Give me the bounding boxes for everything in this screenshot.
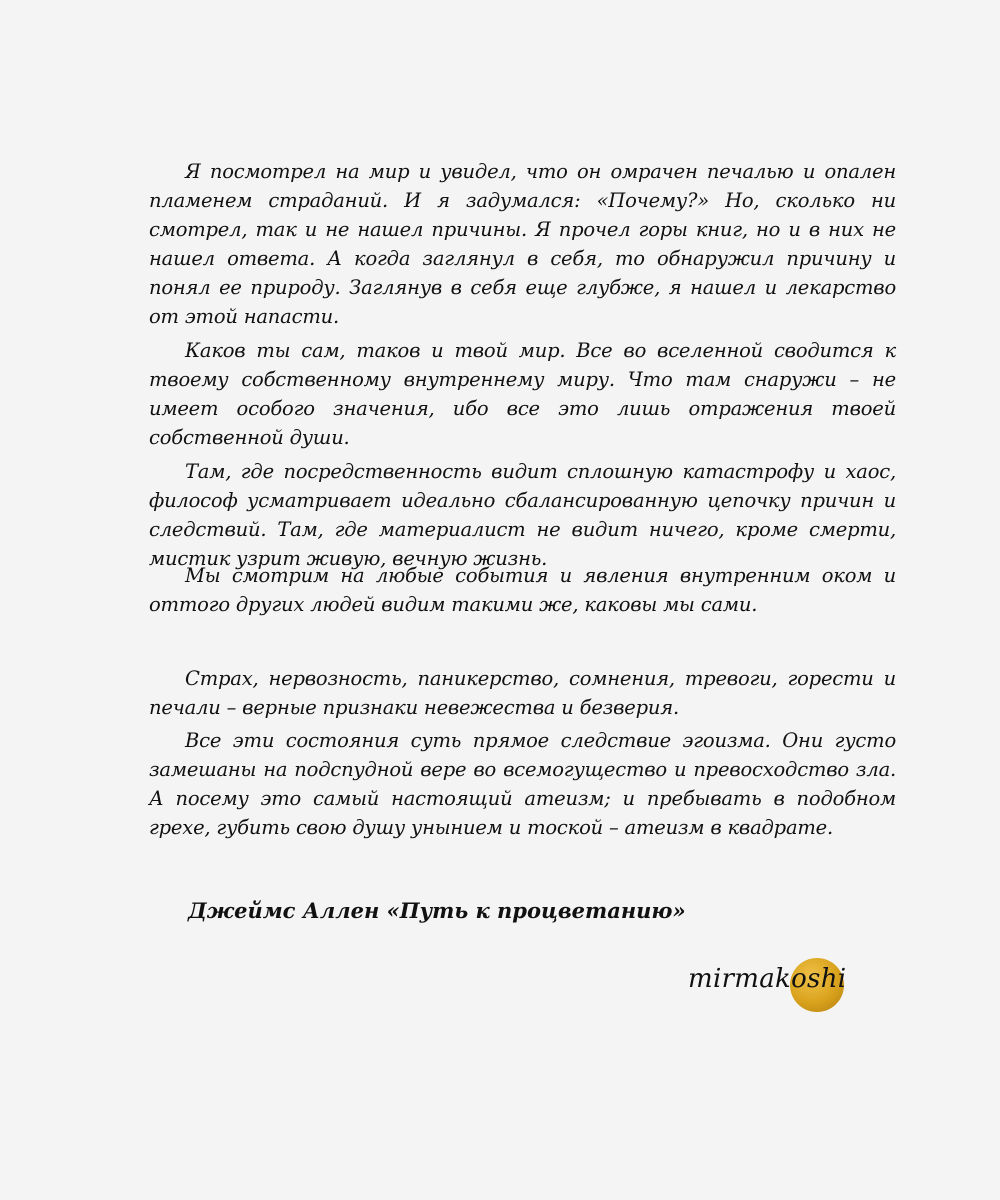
paragraph: Мы смотрим на любые события и явления внутренним оком и оттого других людей видим такими же, каковы мы сами. xyxy=(149,564,896,616)
paragraph: Страх, нервозность, паникерство, сомнения, тревоги, горести и печали – верные признаки невежества и безверия. xyxy=(149,667,896,719)
paragraph: Каков ты сам, таков и твой мир. Все во вселенной сводится к твоему собственному внутреннему миру. Что там снаружи – не имеет особого значения, ибо все это лишь отражения твоей собственной души. xyxy=(149,339,896,449)
text-section-3 xyxy=(149,664,896,842)
paragraph: Все эти состояния суть прямое следствие эгоизма. Они густо замешаны на подспудной вере во всемогущество и превосходство зла. А посему это самый настоящий атеизм; и пребывать в подобном грехе, губить свою душу унынием и тоской – атеизм в квадрате. xyxy=(149,729,896,839)
paragraph: Я посмотрел на мир и увидел, что он омрачен печалью и опален пламенем страданий. И я задумался: «Почему?» Но, сколько ни смотрел, так и не нашел причины. Я прочел горы книг, но и в них не нашел ответа. А когда заглянул в себя, то обнаружил причину и понял ее природу. Заглянув в себя еще глубже, я нашел и лекарство от этой напасти. xyxy=(149,160,896,328)
watermark-text: mirmakoshi xyxy=(688,964,847,994)
text-section-2 xyxy=(149,561,896,619)
text-section-1 xyxy=(149,157,896,573)
watermark-logo xyxy=(688,958,858,1018)
paragraph: Там, где посредственность видит сплошную катастрофу и хаос, философ усматривает идеально сбалансированную цепочку причин и следствий. Там, где материалист не видит ничего, кроме смерти, мистик узрит живую, вечную жизнь. xyxy=(149,460,896,570)
quote-attribution: Джеймс Аллен «Путь к процветанию» xyxy=(188,898,686,923)
